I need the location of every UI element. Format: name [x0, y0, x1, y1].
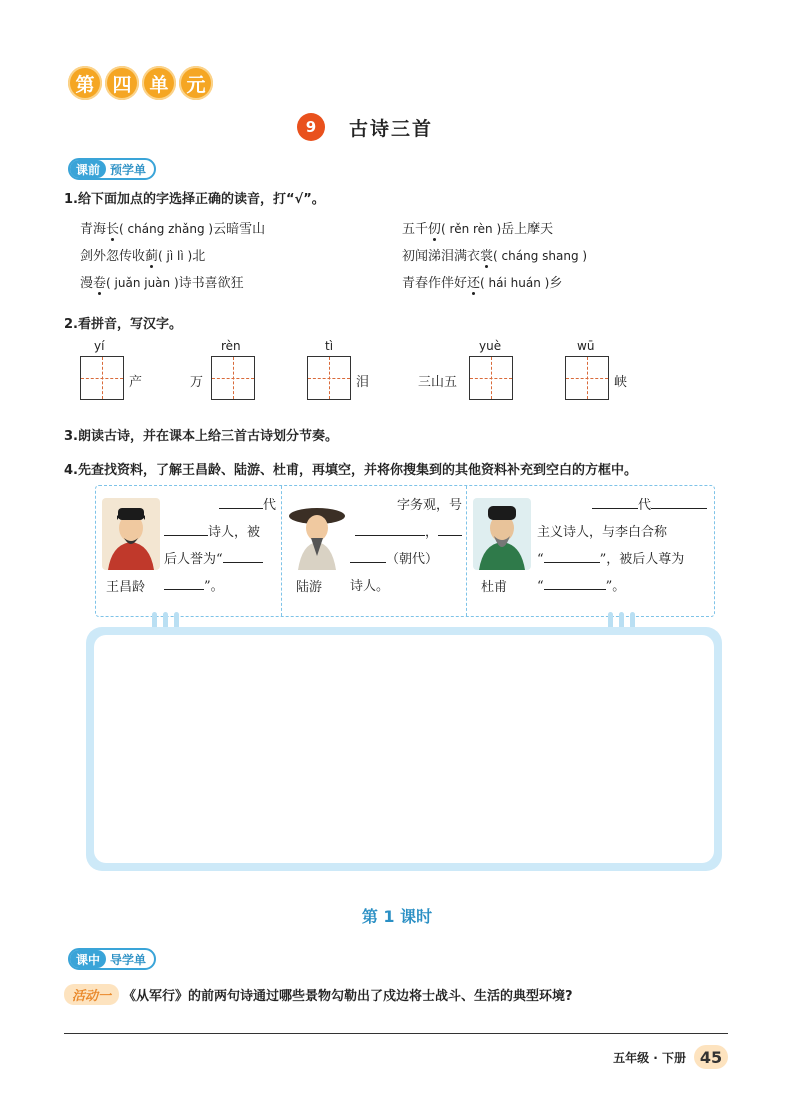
fill-blank[interactable] [355, 522, 425, 536]
activity-1 [64, 984, 573, 1005]
poet-name: 王昌龄 [106, 580, 146, 595]
fill-text: ”。 [204, 579, 224, 594]
item-text: 剑外忽传收 [80, 249, 146, 264]
fill-blank[interactable] [164, 522, 208, 536]
page-footer [613, 1045, 728, 1069]
poet-info-panel [95, 485, 715, 617]
writing-grid[interactable] [211, 356, 255, 400]
fill-text: ”。 [605, 579, 626, 594]
pinyin-options[interactable]: ( juǎn juàn ) [106, 276, 179, 290]
writing-grid[interactable] [469, 356, 513, 400]
pinyin-label: rèn [221, 339, 241, 353]
pinyin-label: yuè [479, 339, 502, 353]
poet-name: 杜甫 [481, 580, 508, 595]
pronunciation-item[interactable] [80, 218, 265, 237]
pronunciation-item[interactable] [402, 218, 553, 237]
item-text: 青春作伴好 [402, 276, 468, 291]
grid-prefix: 三山五 [418, 375, 458, 390]
notes-area[interactable] [94, 635, 714, 863]
pinyin-options[interactable]: ( cháng shang ) [493, 249, 588, 263]
portrait-du-fu-icon [473, 498, 531, 570]
poet-card-lu-you [281, 486, 466, 616]
grid-suffix: 峡 [614, 375, 628, 390]
lesson-title [0, 113, 794, 141]
fill-blank[interactable] [544, 576, 606, 590]
grid-prefix: 万 [190, 375, 204, 390]
portrait-lu-you-icon [288, 498, 346, 570]
fill-text: （朝代） [386, 552, 439, 567]
item-text: 诗书喜欲狂 [178, 276, 244, 291]
question-4-title: 4.先查找资料，了解王昌龄、陆游、杜甫，再填空，并将你搜集到的其他资料补充到空白的方框中。 [64, 463, 637, 478]
fill-text: “ [537, 579, 544, 594]
lesson-name: 古诗三首 [348, 117, 433, 140]
poet-portrait [473, 498, 531, 570]
poet-card-du-fu [466, 486, 716, 616]
fill-text: 诗人。 [350, 579, 390, 594]
fill-blank[interactable] [164, 576, 204, 590]
dotted-char: 长 [106, 222, 120, 237]
item-text: 五千 [402, 222, 429, 237]
dotted-char: 卷 [93, 276, 107, 291]
fill-text: 后人誉为“ [164, 552, 223, 567]
dotted-char: 仞 [428, 222, 442, 237]
lesson-number-badge: 9 [297, 113, 325, 141]
fill-text: “ [537, 552, 544, 567]
item-text: 北 [192, 249, 206, 264]
writing-grid[interactable] [565, 356, 609, 400]
unit-char: 元 [179, 66, 213, 100]
pronunciation-item[interactable] [402, 272, 562, 291]
poet-name: 陆游 [296, 580, 323, 595]
poet-fill-text [537, 492, 707, 600]
item-text: 岳上摩天 [501, 222, 554, 237]
item-text: 云暗雪山 [213, 222, 266, 237]
preview-tag-label-b: 预学单 [110, 162, 147, 177]
item-text: 青海 [80, 222, 107, 237]
question-3-title: 3.朗读古诗，并在课本上给三首古诗划分节奏。 [64, 429, 338, 444]
fill-blank[interactable] [438, 522, 462, 536]
fill-text: 代 [262, 498, 276, 513]
fill-text: 诗人，被 [208, 525, 261, 540]
question-1-title: 1.给下面加点的字选择正确的读音，打“√”。 [64, 192, 325, 207]
fill-blank[interactable] [219, 495, 263, 509]
poet-card-wang-changling [96, 486, 281, 616]
unit-char: 四 [105, 66, 139, 100]
preview-tag [68, 158, 156, 180]
writing-grid[interactable] [80, 356, 124, 400]
portrait-wang-changling-icon [102, 498, 160, 570]
pronunciation-item[interactable] [80, 272, 244, 291]
fill-blank[interactable] [651, 495, 707, 509]
poet-portrait [288, 498, 346, 570]
writing-grid[interactable] [307, 356, 351, 400]
blank-notes-frame [86, 627, 722, 871]
pinyin-label: yí [94, 339, 105, 353]
dotted-char: 裳 [480, 249, 494, 264]
fill-text: 主义诗人，与李白合称 [537, 525, 668, 540]
pinyin-options[interactable]: ( hái huán ) [480, 276, 550, 290]
poet-portrait [102, 498, 160, 570]
pronunciation-item[interactable] [402, 245, 587, 264]
poet-fill-text: 字务观，号 ， （朝代） 诗人。 [350, 498, 462, 594]
item-text: 初闻涕泪满衣 [402, 249, 481, 264]
guide-tag [68, 948, 156, 970]
grid-suffix: 产 [129, 375, 143, 390]
fill-text: ”，被后人尊为 [599, 552, 685, 567]
pinyin-label: tì [325, 339, 334, 353]
grid-suffix: 泪 [356, 375, 370, 390]
preview-tag-label-a: 课前 [70, 160, 106, 178]
pinyin-options[interactable]: ( rěn rèn ) [441, 222, 502, 236]
activity-question: 《从军行》的前两句诗通过哪些景物勾勒出了戍边将士战斗、生活的典型环境? [123, 989, 573, 1004]
pinyin-options[interactable]: ( cháng zhǎng ) [119, 222, 214, 236]
item-text: 漫 [80, 276, 94, 291]
period-title: 第 1 课时 [361, 907, 433, 926]
unit-header [68, 66, 213, 100]
fill-blank[interactable] [223, 549, 263, 563]
grade-label: 五年级 · 下册 [613, 1050, 686, 1065]
pinyin-options[interactable]: ( jì lì ) [158, 249, 193, 263]
fill-blank[interactable] [350, 549, 386, 563]
item-text: 乡 [549, 276, 563, 291]
fill-blank[interactable] [592, 495, 638, 509]
footer-divider [64, 1033, 728, 1034]
activity-tag: 活动一 [64, 984, 119, 1005]
unit-char: 单 [142, 66, 176, 100]
pronunciation-item[interactable] [80, 245, 205, 264]
page-number: 45 [694, 1045, 728, 1069]
fill-text: 代 [637, 498, 651, 513]
poet-fill-text [164, 492, 276, 600]
dotted-char: 蓟 [145, 249, 159, 264]
unit-char: 第 [68, 66, 102, 100]
dotted-char: 还 [467, 276, 481, 291]
pinyin-label: wū [577, 339, 595, 353]
fill-text: 字务观，号 [396, 498, 462, 513]
guide-tag-label-b: 导学单 [110, 952, 147, 967]
fill-blank[interactable] [544, 549, 600, 563]
guide-tag-label-a: 课中 [70, 950, 106, 968]
question-2-title: 2.看拼音，写汉字。 [64, 317, 182, 332]
